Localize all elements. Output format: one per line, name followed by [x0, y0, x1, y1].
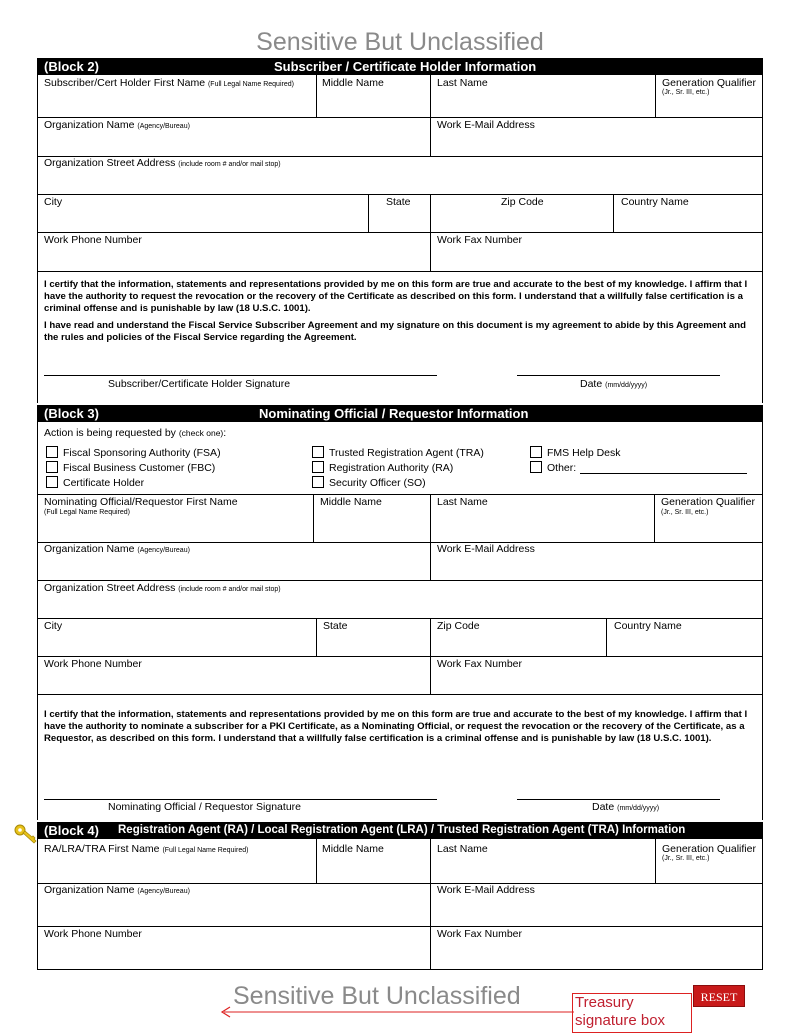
b2-street-label: Organization Street Address (include room # and/or mail stop): [44, 157, 281, 169]
option-holder-label: Certificate Holder: [63, 477, 145, 489]
b2-certification-text: I certify that the information, statements and representations provided by me on this form are true and accurate to the best of my knowledge. I affirm that I have the authority to request the revocation or the recovery of the Certificate as described on this form. I understand that a willfully false certification is a criminal offense and is punishable by law (18 U.S.C. 1001).: [44, 279, 748, 315]
reset-button[interactable]: RESET: [693, 985, 745, 1007]
b4-last-name-label: Last Name: [437, 843, 488, 855]
checkbox-tra[interactable]: [312, 446, 324, 458]
block4-title: Registration Agent (RA) / Local Registration Agent (LRA) / Trusted Registration Agent (TRA) Information: [118, 824, 686, 836]
block2-title: Subscriber / Certificate Holder Information: [274, 59, 537, 74]
block2-tag: (Block 2): [44, 59, 99, 74]
b3-date-label: Date (mm/dd/yyyy): [592, 801, 660, 813]
b3-first-name-label: Nominating Official/Requestor First Name: [44, 496, 238, 508]
key-icon[interactable]: [13, 823, 37, 845]
classification-banner-bottom: Sensitive But Unclassified: [233, 982, 521, 1010]
b4-work-email-label: Work E-Mail Address: [437, 884, 535, 896]
b3-street-label: Organization Street Address (include room # and/or mail stop): [44, 582, 281, 594]
b3-city-label: City: [44, 620, 63, 632]
b2-date-label: Date (mm/dd/yyyy): [580, 378, 648, 390]
b3-work-email-label: Work E-Mail Address: [437, 543, 535, 555]
checkbox-fsa[interactable]: [46, 446, 58, 458]
b3-gen-qualifier-label: Generation Qualifier: [661, 496, 755, 508]
b3-state-label: State: [323, 620, 348, 632]
b2-signature-label: Subscriber/Certificate Holder Signature: [108, 378, 291, 390]
checkbox-so[interactable]: [312, 476, 324, 488]
b3-signature-line[interactable]: [44, 799, 437, 800]
b4-middle-name-label: Middle Name: [322, 843, 384, 855]
b2-state-label: State: [386, 196, 411, 208]
b3-first-name-note: (Full Legal Name Required): [44, 509, 130, 516]
b3-certification-text: I certify that the information, statements and representations provided by me on this form are true and accurate to the best of my knowledge. I affirm that I have the authority to nominate a subscriber for a PKI Certificate, as a Nominating Official, or request the revocation or the recovery of the Certificate, as a Requestor, as described on this form. I understand that a willfully false certification is a criminal offense and is punishable by law (18 U.S.C. 1001).: [44, 709, 748, 745]
b3-date-line[interactable]: [517, 799, 720, 800]
option-fms-label: FMS Help Desk: [547, 447, 621, 459]
b3-signature-label: Nominating Official / Requestor Signature: [108, 801, 301, 813]
b4-phone-label: Work Phone Number: [44, 928, 142, 940]
b3-middle-name-label: Middle Name: [320, 496, 382, 508]
b4-gen-qualifier-note: (Jr., Sr. III, etc.): [662, 855, 710, 862]
b2-gen-qualifier-note: (Jr., Sr. III, etc.): [662, 89, 710, 96]
b3-phone-label: Work Phone Number: [44, 658, 142, 670]
b2-zip-label: Zip Code: [501, 196, 544, 208]
b2-gen-qualifier-label: Generation Qualifier: [662, 77, 756, 89]
b2-fax-label: Work Fax Number: [437, 234, 522, 246]
b2-org-name-label: Organization Name (Agency/Bureau): [44, 119, 190, 131]
block3-header: [37, 405, 763, 422]
b3-last-name-label: Last Name: [437, 496, 488, 508]
b3-gen-qualifier-note: (Jr., Sr. III, etc.): [661, 509, 709, 516]
b2-signature-line[interactable]: [44, 375, 437, 376]
option-fsa-label: Fiscal Sponsoring Authority (FSA): [63, 447, 221, 459]
block2-header: [37, 58, 763, 75]
option-so-label: Security Officer (SO): [329, 477, 426, 489]
checkbox-certificate-holder[interactable]: [46, 476, 58, 488]
b2-agreement-text: I have read and understand the Fiscal Service Subscriber Agreement and my signature on this document is my agreement to abide by this Agreement and the rules and policies of the Fiscal Service regarding the Agreement.: [44, 320, 746, 344]
checkbox-other[interactable]: [530, 461, 542, 473]
b3-zip-label: Zip Code: [437, 620, 480, 632]
option-ra-label: Registration Authority (RA): [329, 462, 454, 474]
b2-city-label: City: [44, 196, 63, 208]
classification-banner-top: Sensitive But Unclassified: [256, 28, 544, 56]
block3-title: Nominating Official / Requestor Information: [259, 406, 529, 421]
b4-fax-label: Work Fax Number: [437, 928, 522, 940]
option-tra-label: Trusted Registration Agent (TRA): [329, 447, 484, 459]
b4-gen-qualifier-label: Generation Qualifier: [662, 843, 756, 855]
checkbox-fms-help-desk[interactable]: [530, 446, 542, 458]
b3-action-label: Action is being requested by (check one):: [44, 427, 227, 439]
b2-middle-name-label: Middle Name: [322, 77, 384, 89]
b3-country-label: Country Name: [614, 620, 682, 632]
b2-last-name-label: Last Name: [437, 77, 488, 89]
b2-phone-label: Work Phone Number: [44, 234, 142, 246]
b2-country-label: Country Name: [621, 196, 689, 208]
b4-org-name-label: Organization Name (Agency/Bureau): [44, 884, 190, 896]
block4-header: [37, 822, 763, 839]
arrow-left-icon: [218, 1005, 574, 1019]
block4-tag: (Block 4): [44, 823, 99, 838]
block3-tag: (Block 3): [44, 406, 99, 421]
b3-org-name-label: Organization Name (Agency/Bureau): [44, 543, 190, 555]
b4-first-name-label: RA/LRA/TRA First Name (Full Legal Name Required): [44, 843, 249, 855]
checkbox-ra[interactable]: [312, 461, 324, 473]
option-other-label: Other:: [547, 462, 577, 474]
checkbox-fbc[interactable]: [46, 461, 58, 473]
other-input-line[interactable]: [580, 473, 747, 474]
b2-work-email-label: Work E-Mail Address: [437, 119, 535, 131]
option-fbc-label: Fiscal Business Customer (FBC): [63, 462, 216, 474]
b2-first-name-label: Subscriber/Cert Holder First Name (Full Legal Name Required): [44, 77, 294, 89]
treasury-signature-box[interactable]: Treasury signature box: [572, 993, 692, 1033]
b3-fax-label: Work Fax Number: [437, 658, 522, 670]
b2-date-line[interactable]: [517, 375, 720, 376]
